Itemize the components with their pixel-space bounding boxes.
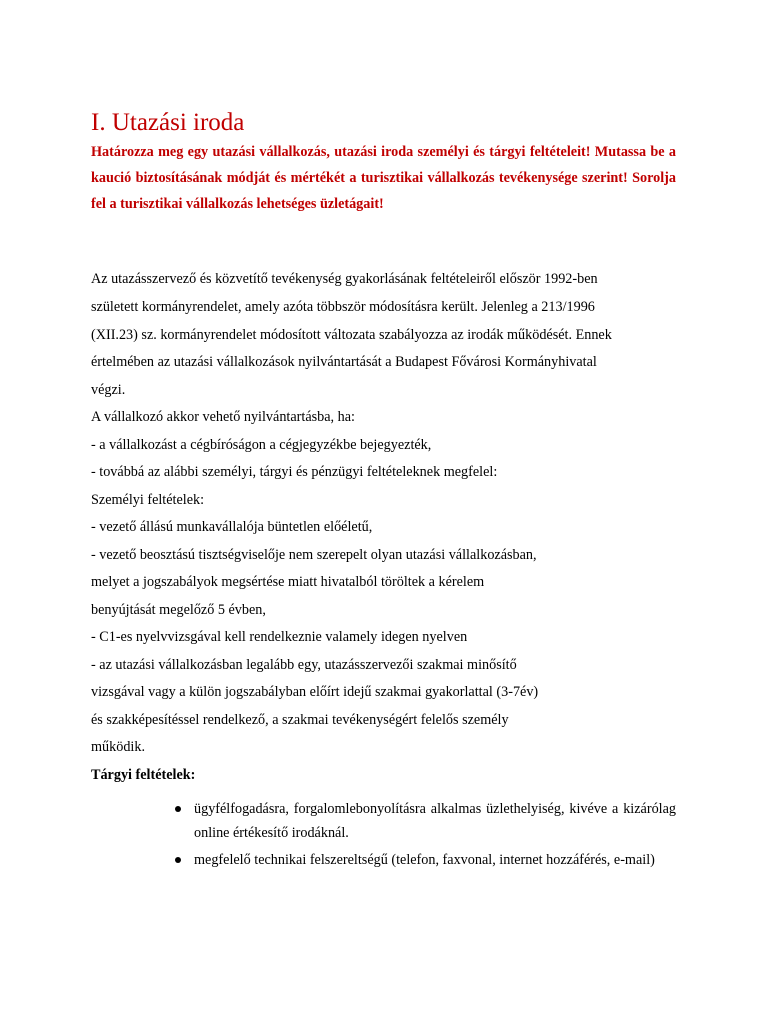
text-line: A vállalkozó akkor vehető nyilvántartásba, ha: <box>91 409 355 425</box>
bullet-icon <box>175 806 181 812</box>
text-line: Személyi feltételek: <box>91 491 205 508</box>
text-line: - vezető beosztású tisztségviselője nem szerepelt olyan utazási vállalkozásban, <box>91 546 537 563</box>
text-line: - vezető állású munkavállalója büntetlen előéletű, <box>91 519 373 535</box>
section-title: I. Utazási iroda <box>91 109 245 136</box>
list-item <box>194 797 676 845</box>
text-line: - az utazási vállalkozásban legalább egy, utazásszervezői szakmai minősítő <box>91 656 517 673</box>
text-line: vizsgával vagy a külön jogszabályban előírt idejű szakmai gyakorlattal (3-7év) <box>91 684 539 700</box>
text-line: - továbbá az alábbi személyi, tárgyi és pénzügyi feltételeknek megfelel: <box>91 464 498 480</box>
list-item-text: ügyfélfogadásra, forgalomlebonyolításra alkalmas üzlethelyiség, kivéve a kizárólag online értékesítő irodáknál. <box>194 801 676 841</box>
document-body <box>91 265 676 789</box>
list-item <box>194 848 676 872</box>
text-line: benyújtását megelőző 5 évben, <box>91 601 266 618</box>
text-line: melyet a jogszabályok megsértése miatt hivatalból töröltek a kérelem <box>91 574 485 590</box>
text-line: Az utazásszervező és közvetítő tevékenység gyakorlásának feltételeiről először 1992-ben <box>91 271 598 287</box>
text-line: - C1-es nyelvvizsgával kell rendelkeznie valamely idegen nyelven <box>91 629 468 645</box>
subheading-targyi: Tárgyi feltételek: <box>91 766 196 783</box>
text-line: működik. <box>91 739 145 755</box>
text-line: végzi. <box>91 381 126 398</box>
document-page <box>91 108 676 875</box>
text-line: - a vállalkozást a cégbíróságon a cégjegyzékbe bejegyezték, <box>91 436 432 453</box>
bullet-list <box>91 797 676 872</box>
text-line: (XII.23) sz. kormányrendelet módosított változata szabályozza az irodák működését. Ennek <box>91 327 612 343</box>
list-item-text: megfelelő technikai felszereltségű (telefon, faxvonal, internet hozzáférés, e-mail) <box>194 852 655 868</box>
text-line: született kormányrendelet, amely azóta többször módosításra került. Jelenleg a 213/1996 <box>91 299 595 315</box>
task-description: Határozza meg egy utazási vállalkozás, utazási iroda személyi és tárgyi feltételeit! Mutassa be a kaució biztosításának módját és mértékét a turisztikai vállalkozás tevékenysége szerint! Sorolja fel a turisztikai vállalkozás lehetséges üzletágait! <box>91 144 676 212</box>
bullet-icon <box>175 857 181 863</box>
text-line: értelmében az utazási vállalkozások nyilvántartását a Budapest Fővárosi Kormányhivatal <box>91 354 597 370</box>
text-line: és szakképesítéssel rendelkező, a szakmai tevékenységért felelős személy <box>91 711 509 728</box>
